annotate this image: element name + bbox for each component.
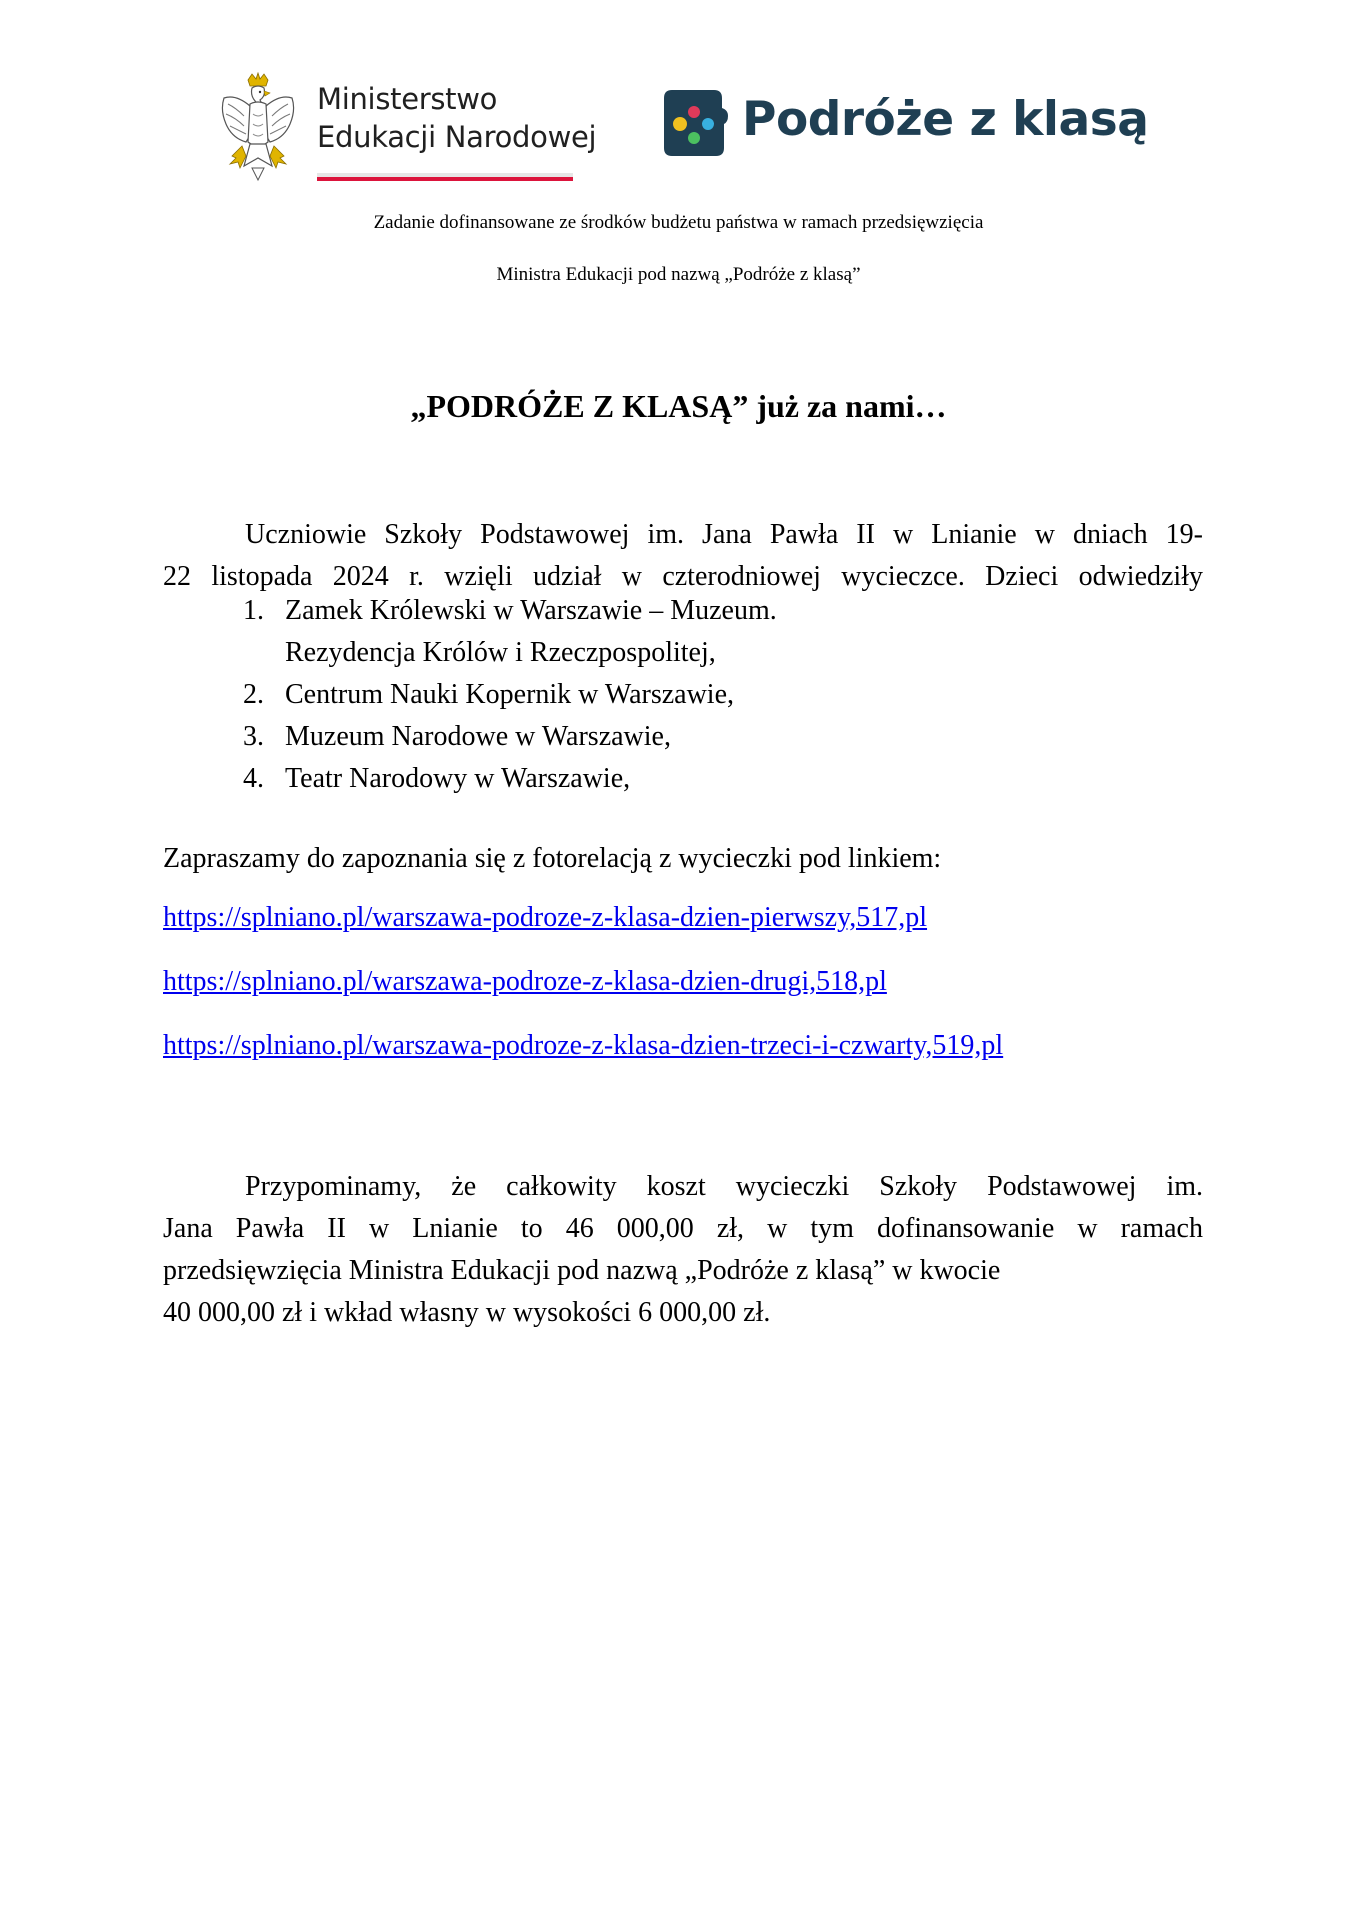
photo-report-invitation: Zapraszamy do zapoznania się z fotorelacją z wycieczki pod linkiem: bbox=[163, 843, 942, 874]
list-item bbox=[163, 758, 1163, 800]
cost-line2: Jana Pawła II w Lnianie to 46 000,00 zł, w tym dofinansowanie w ramach bbox=[163, 1213, 1203, 1244]
list-item-number: 3. bbox=[243, 721, 264, 752]
list-item-text: Muzeum Narodowe w Warszawie, bbox=[285, 721, 671, 752]
white-eagle-emblem-icon bbox=[218, 72, 298, 184]
list-item bbox=[163, 716, 1163, 758]
list-item-text: Teatr Narodowy w Warszawie, bbox=[285, 763, 631, 794]
cost-paragraph bbox=[163, 1166, 1203, 1334]
men-logo-line2: Edukacji Narodowej bbox=[317, 120, 597, 154]
photo-report-link-day3-4[interactable]: https://splniano.pl/warszawa-podroze-z-klasa-dzien-trzeci-i-czwarty,519,pl bbox=[163, 1030, 1004, 1061]
list-item-number: 2. bbox=[243, 679, 264, 710]
photo-report-link-day2[interactable]: https://splniano.pl/warszawa-podroze-z-klasa-dzien-drugi,518,pl bbox=[163, 966, 887, 997]
list-item-text: Centrum Nauki Kopernik w Warszawie, bbox=[285, 679, 734, 710]
document-title: „PODRÓŻE Z KLASĄ” już za nami… bbox=[410, 388, 947, 424]
cost-line4: 40 000,00 zł i wkład własny w wysokości 6 000,00 zł. bbox=[163, 1297, 771, 1328]
podroze-z-klasa-logo-text: Podróże z klasą bbox=[742, 92, 1149, 147]
list-item-text-continued: Rezydencja Królów i Rzeczpospolitej, bbox=[285, 637, 716, 668]
list-item-number: 1. bbox=[243, 595, 264, 626]
cost-line1: Przypominamy, że całkowity koszt wycieczki Szkoły Podstawowej im. bbox=[245, 1171, 1203, 1202]
funding-notice-line2: Ministra Edukacji pod nazwą „Podróże z klasą” bbox=[496, 264, 861, 285]
game-controller-icon bbox=[658, 86, 730, 160]
men-logo-line1: Ministerstwo bbox=[317, 82, 498, 116]
list-item-text: Zamek Królewski w Warszawie – Muzeum. bbox=[285, 595, 777, 626]
polish-flag-stripe bbox=[317, 173, 573, 181]
photo-report-link-day1[interactable]: https://splniano.pl/warszawa-podroze-z-klasa-dzien-pierwszy,517,pl bbox=[163, 902, 928, 933]
cost-line3: przedsięwzięcia Ministra Edukacji pod nazwą „Podróże z klasą” w kwocie bbox=[163, 1255, 1001, 1286]
intro-line2: 22 listopada 2024 r. wzięli udział w czterodniowej wycieczce. Dzieci odwiedziły bbox=[163, 561, 1203, 592]
funding-notice-line1: Zadanie dofinansowane ze środków budżetu państwa w ramach przedsięwzięcia bbox=[373, 212, 984, 233]
list-item bbox=[163, 674, 1163, 716]
list-item bbox=[163, 590, 1163, 674]
podroze-z-klasa-logo bbox=[658, 86, 1149, 162]
intro-paragraph bbox=[163, 514, 1203, 598]
list-item-number: 4. bbox=[243, 763, 264, 794]
visited-places-list bbox=[163, 590, 1163, 800]
intro-line1: Uczniowie Szkoły Podstawowej im. Jana Pawła II w Lnianie w dniach 19- bbox=[245, 519, 1203, 550]
men-logo bbox=[218, 72, 597, 188]
